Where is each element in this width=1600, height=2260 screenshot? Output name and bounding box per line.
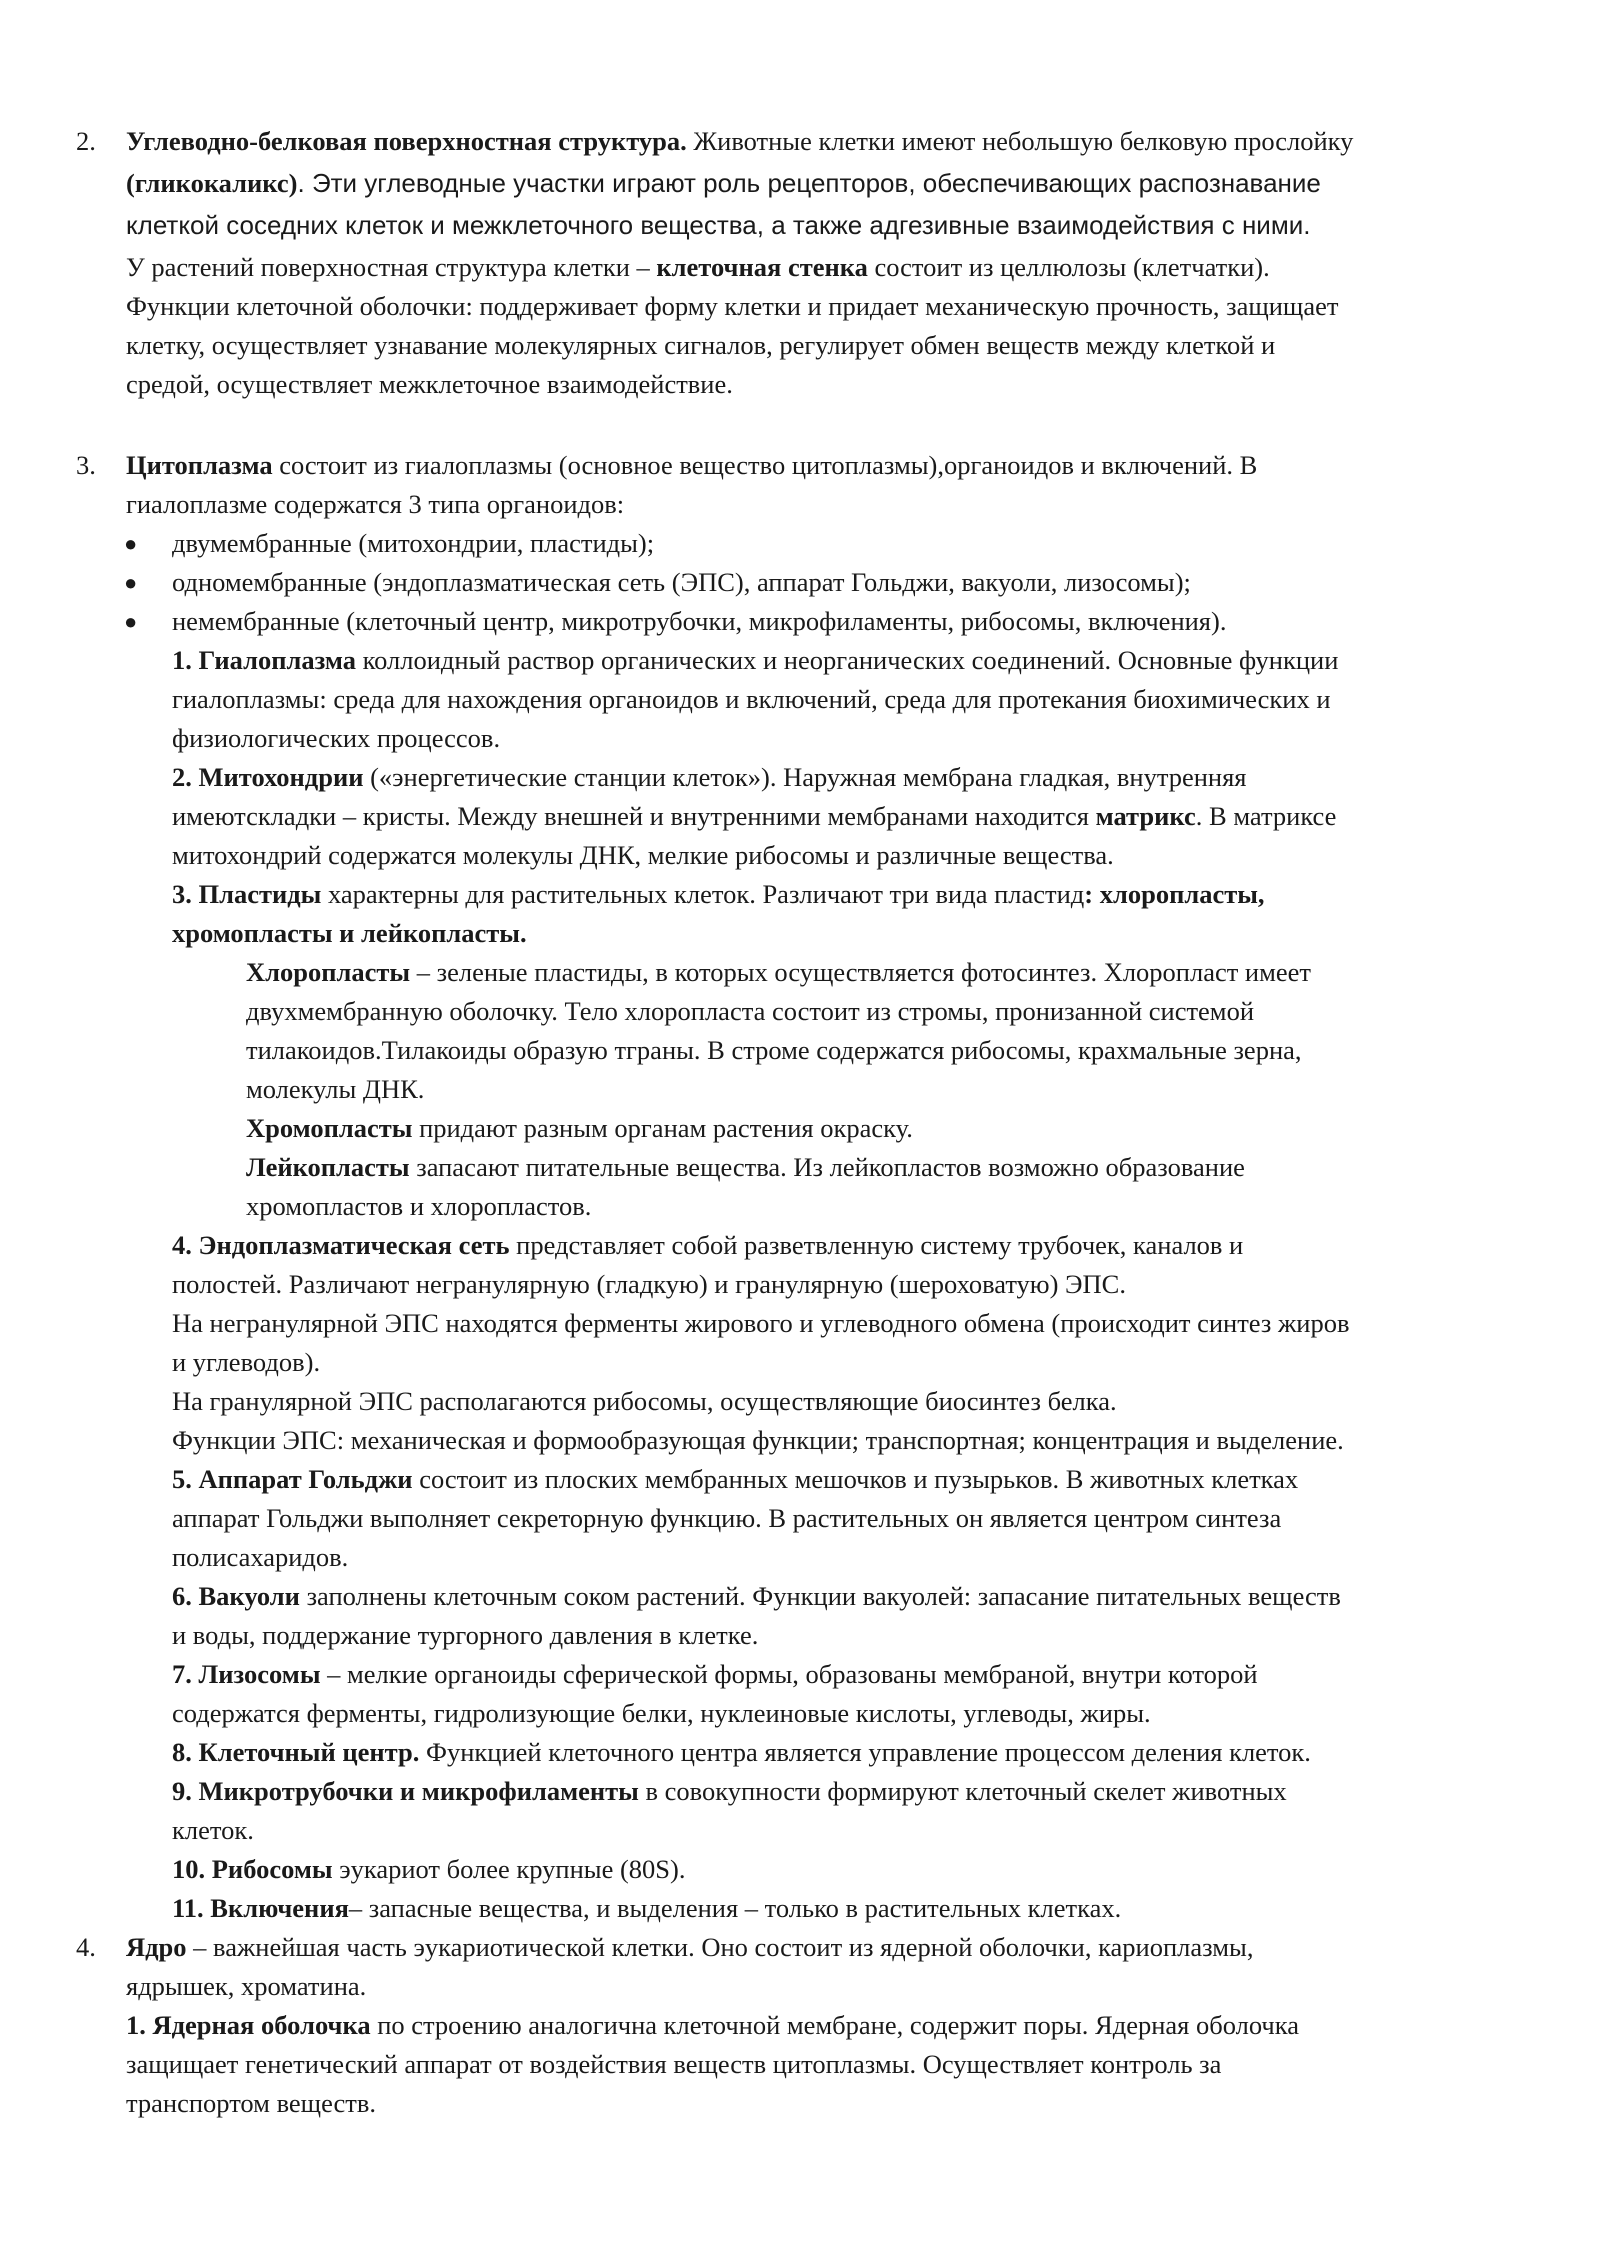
text-line: 9. Микротрубочки и микрофиламенты в совокупности формируют клеточный скелет животных [172, 1776, 1287, 1806]
text-line: гиалоплазмы: среда для нахождения органоидов и включений, среда для протекания биохимических и [172, 684, 1331, 714]
section-number: 4. [76, 1932, 96, 1962]
text-line: (гликокаликс). Эти углеводные участки играют роль рецепторов, обеспечивающих распознавание [126, 168, 1321, 198]
text-line: тилакоидов.Тилакоиды образую тграны. В строме содержатся рибосомы, крахмальные зерна, [246, 1035, 1302, 1065]
bullet-icon: ● [124, 570, 138, 595]
text-line: На гранулярной ЭПС располагаются рибосомы, осуществляющие биосинтез белка. [172, 1386, 1117, 1416]
section-number: 2. [76, 126, 96, 156]
text-line: Функции клеточной оболочки: поддерживает форму клетки и придает механическую прочность, защищает [126, 291, 1339, 321]
text-line: имеютскладки – кристы. Между внешней и внутренними мембранами находится матрикс. В матриксе [172, 801, 1337, 831]
text-line: 7. Лизосомы – мелкие органоиды сферической формы, образованы мембраной, внутри которой [172, 1659, 1258, 1689]
text-line: У растений поверхностная структура клетки – клеточная стенка состоит из целлюлозы (клетчатки). [126, 252, 1270, 282]
text-line: гиалоплазме содержатся 3 типа органоидов: [126, 489, 625, 519]
text-line: клетку, осуществляет узнавание молекулярных сигналов, регулирует обмен веществ между клеткой и [126, 330, 1276, 360]
text-line: защищает генетический аппарат от воздействия веществ цитоплазмы. Осуществляет контроль за [126, 2049, 1222, 2079]
text-line: 5. Аппарат Гольджи состоит из плоских мембранных мешочков и пузырьков. В животных клетках [172, 1464, 1299, 1494]
text-line: 10. Рибосомы эукариот более крупные (80S). [172, 1854, 686, 1884]
list-item: двумембранные (митохондрии, пластиды); [172, 528, 655, 558]
text-line: и углеводов). [172, 1347, 321, 1377]
text-line: ядрышек, хроматина. [126, 1971, 367, 2001]
text-line: средой, осуществляет межклеточное взаимодействие. [126, 369, 733, 399]
text-line: Хлоропласты – зеленые пластиды, в которых осуществляется фотосинтез. Хлоропласт имеет [246, 957, 1311, 987]
text-line: аппарат Гольджи выполняет секреторную функцию. В растительных он является центром синтеза [172, 1503, 1282, 1533]
text-line: На негранулярной ЭПС находятся ферменты жирового и углеводного обмена (происходит синтез жиров [172, 1308, 1350, 1338]
text-line: клеткой соседних клеток и межклеточного вещества, а также адгезивные взаимодействия с ними. [126, 210, 1311, 240]
text-line: 2. Митохондрии («энергетические станции клеток»). Наружная мембрана гладкая, внутренняя [172, 762, 1247, 792]
text-line: 11. Включения– запасные вещества, и выделения – только в растительных клетках. [172, 1893, 1122, 1923]
text-line: Лейкопласты запасают питательные вещества. Из лейкопластов возможно образование [246, 1152, 1245, 1182]
text-line: полостей. Различают негранулярную (гладкую) и гранулярную (шероховатую) ЭПС. [172, 1269, 1126, 1299]
text-line: митохондрий содержатся молекулы ДНК, мелкие рибосомы и различные вещества. [172, 840, 1114, 870]
text-line: и воды, поддержание тургорного давления в клетке. [172, 1620, 759, 1650]
text-line: 6. Вакуоли заполнены клеточным соком растений. Функции вакуолей: запасание питательных веществ [172, 1581, 1341, 1611]
text-line: Ядро – важнейшая часть эукариотической клетки. Оно состоит из ядерной оболочки, кариоплазмы, [126, 1932, 1254, 1962]
text-line: физиологических процессов. [172, 723, 501, 753]
text-line: Цитоплазма состоит из гиалоплазмы (основное вещество цитоплазмы),органоидов и включений. В [126, 450, 1258, 480]
text-line: Функции ЭПС: механическая и формообразующая функции; транспортная; концентрация и выделение. [172, 1425, 1344, 1455]
text-line: содержатся ферменты, гидролизующие белки, нуклеиновые кислоты, углеводы, жиры. [172, 1698, 1151, 1728]
text-line: 8. Клеточный центр. Функцией клеточного центра является управление процессом деления клеток. [172, 1737, 1311, 1767]
text-line: двухмембранную оболочку. Тело хлоропласта состоит из стромы, пронизанной системой [246, 996, 1255, 1026]
text-line: хромопласты и лейкопласты. [172, 918, 527, 948]
list-item: немембранные (клеточный центр, микротрубочки, микрофиламенты, рибосомы, включения). [172, 606, 1227, 636]
text-line: клеток. [172, 1815, 254, 1845]
text-line: 1. Ядерная оболочка по строению аналогична клеточной мембране, содержит поры. Ядерная оболочка [126, 2010, 1299, 2040]
section-number: 3. [76, 450, 96, 480]
text-line: транспортом веществ. [126, 2088, 376, 2118]
text-line: молекулы ДНК. [246, 1074, 425, 1104]
text-line: Хромопласты придают разным органам растения окраску. [246, 1113, 913, 1143]
text-line: 1. Гиалоплазма коллоидный раствор органических и неорганических соединений. Основные функции [172, 645, 1339, 675]
text-line: 3. Пластиды характерны для растительных клеток. Различают три вида пластид: хлоропласты, [172, 879, 1265, 909]
text-line: хромопластов и хлоропластов. [246, 1191, 592, 1221]
text-line: 4. Эндоплазматическая сеть представляет собой разветвленную систему трубочек, каналов и [172, 1230, 1244, 1260]
bullet-icon: ● [124, 531, 138, 556]
text-line: Углеводно-белковая поверхностная структура. Животные клетки имеют небольшую белковую прослойку [126, 126, 1354, 156]
text-line: полисахаридов. [172, 1542, 349, 1572]
list-item: одномембранные (эндоплазматическая сеть (ЭПС), аппарат Гольджи, вакуоли, лизосомы); [172, 567, 1191, 597]
bullet-icon: ● [124, 609, 138, 634]
